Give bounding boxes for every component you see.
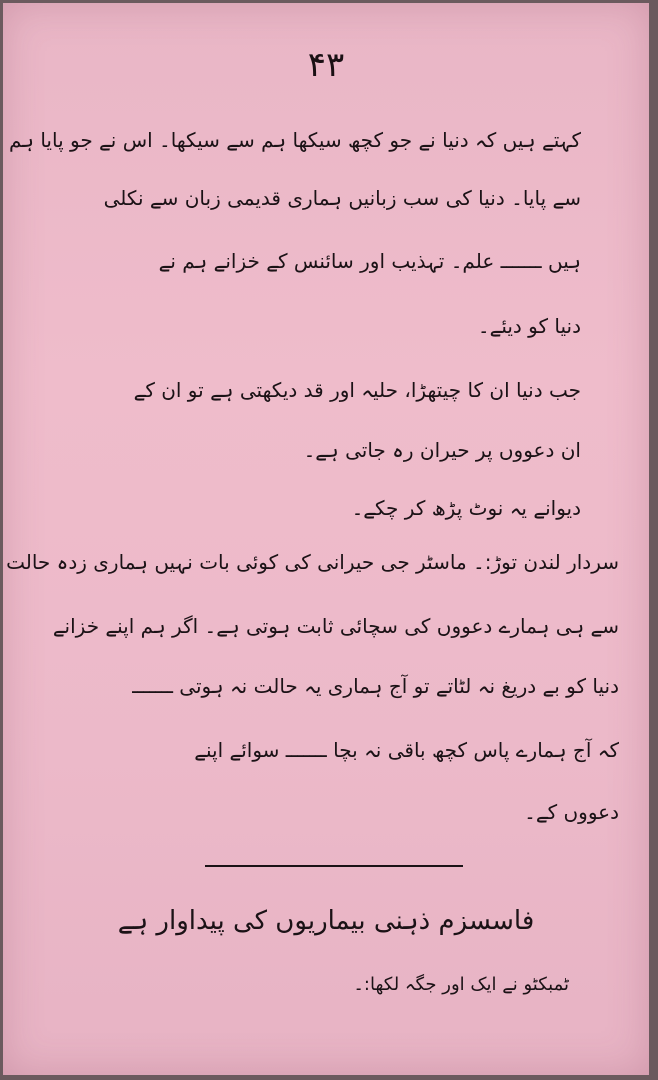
paragraph-4-line-3: دنیا کو بے دریغ نہ لٹاتے تو آج ہماری یہ حالت نہ ہوتی ـــــــ (131, 674, 619, 698)
paragraph-1-line-1: کہتے ہیں کہ دنیا نے جو کچھ سیکھا ہم سے سیکھا۔ اس نے جو پایا ہم (8, 128, 581, 152)
page-number: ۴۳ (307, 45, 345, 85)
section-divider (205, 865, 463, 867)
paragraph-3-line-1: دیوانے یہ نوٹ پڑھ کر چکے۔ (351, 496, 581, 520)
book-page (3, 3, 649, 1075)
paragraph-4-line-1: سردار لندن توڑ:۔ ماسٹر جی حیرانی کی کوئی بات نہیں ہماری زدہ حالت (6, 550, 619, 574)
paragraph-4-line-2: سے ہی ہمارے دعووں کی سچائی ثابت ہوتی ہے۔ اگر ہم اپنے خزانے (52, 614, 619, 638)
paragraph-4-line-4: کہ آج ہمارے پاس کچھ باقی نہ بچا ـــــــ سوائے اپنے (194, 738, 619, 762)
paragraph-1-line-2: سے پایا۔ دنیا کی سب زبانیں ہماری قدیمی زبان سے نکلی (103, 186, 581, 210)
paragraph-2-line-1: جب دنیا ان کا چیتھڑا، حلیہ اور قد دیکھتی ہے تو ان کے (133, 378, 581, 402)
paragraph-2-line-2: ان دعووں پر حیران رہ جاتی ہے۔ (303, 438, 581, 462)
paragraph-4-line-5: دعووں کے۔ (524, 800, 619, 824)
paragraph-1-line-4: دنیا کو دیئے۔ (477, 314, 581, 338)
note-line: ٹمبکٹو نے ایک اور جگہ لکھا:۔ (353, 974, 569, 995)
paragraph-1-line-3: ہیں ـــــــ علم۔ تہذیب اور سائنس کے خزانے ہم نے (158, 249, 581, 273)
section-heading: فاسسزم ذہنی بیماریوں کی پیداوار ہے (117, 906, 535, 936)
